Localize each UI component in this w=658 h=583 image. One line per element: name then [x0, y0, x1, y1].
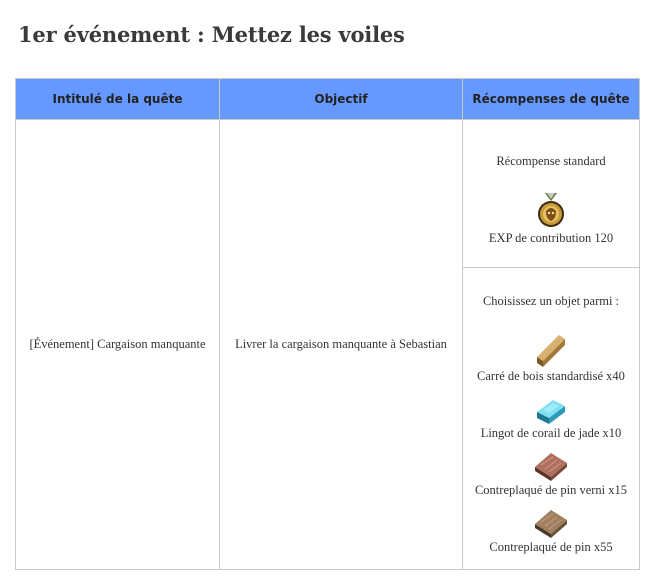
- header-rewards: Récompenses de quête: [463, 79, 640, 120]
- table-row: [16, 120, 640, 268]
- reward-item-label: Contreplaqué de pin verni x15: [474, 483, 628, 497]
- varnished-plywood-icon: [463, 445, 639, 481]
- header-objective: Objectif: [220, 79, 463, 120]
- reward-item: [463, 331, 639, 384]
- wood-beam-icon: [463, 331, 639, 367]
- table-header-row: [16, 79, 640, 120]
- reward-item: [463, 502, 639, 555]
- page-title: 1er événement : Mettez les voiles: [18, 22, 405, 47]
- reward-item-label: Carré de bois standardisé x40: [477, 369, 625, 383]
- reward-item: [463, 388, 639, 441]
- jade-ingot-icon: [463, 388, 639, 424]
- header-quest-title: Intitulé de la quête: [16, 79, 220, 120]
- choice-reward-cell: [463, 268, 640, 570]
- quest-table: [15, 78, 640, 570]
- standard-reward-cell: [463, 120, 640, 268]
- standard-reward-label: EXP de contribution 120: [488, 230, 614, 245]
- reward-item: [463, 445, 639, 498]
- quest-title-cell: [Événement] Cargaison manquante: [16, 120, 220, 570]
- standard-reward-heading: Récompense standard: [496, 153, 606, 168]
- reward-item-label: Contreplaqué de pin x55: [489, 540, 613, 554]
- objective-cell: Livrer la cargaison manquante à Sebastian: [220, 120, 463, 570]
- contribution-medal-icon: [463, 193, 639, 229]
- choice-reward-heading: Choisissez un objet parmi :: [482, 294, 620, 308]
- pine-plywood-icon: [463, 502, 639, 538]
- reward-item-label: Lingot de corail de jade x10: [480, 426, 622, 440]
